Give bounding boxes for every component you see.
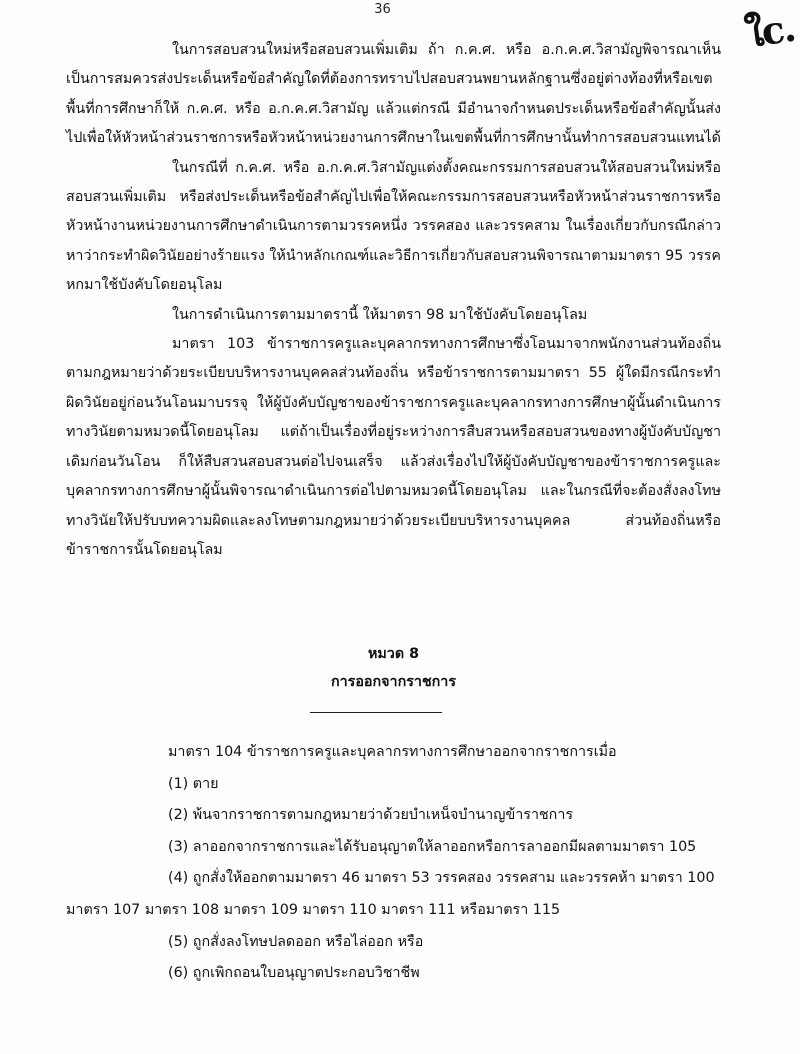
chapter-number: หมวด 8 <box>367 646 420 662</box>
section-104 <box>66 737 721 990</box>
section-104-intro: มาตรา 104 ข้าราชการครูและบุคลากรทางการศึกษาออกจากราชการเมื่อ <box>168 744 617 760</box>
title-divider <box>310 712 442 713</box>
paragraph-committee: ในกรณีที่ ก.ค.ศ. หรือ อ.ก.ค.ศ.วิสามัญแต่งตั้งคณะกรรมการสอบสวนให้สอบสวนใหม่หรือสอบสวนเพิ่มเติม หรือส่งประเด็นหรือข้อสำคัญไปเพื่อให้คณะกรรมการสอบสวนหรือหัวหน้าส่วนราชการหรือหัวหน้างานหน่วยงานการศึกษาดำเนินการตามวรรคหนึ่ง วรรคสอง และวรรคสาม ในเรื่องเกี่ยวกับกรณีกล่าวหาว่ากระทำผิดวินัยอย่างร้ายแรง ให้นำหลักเกณฑ์และวิธีการเกี่ยวกับสอบสวนพิจารณาตามมาตรา 95 วรรคหกมาใช้บังคับโดยอนุโลม <box>66 159 721 294</box>
list-item: (2) พ้นจากราชการตามกฎหมายว่าด้วยบำเหน็จบำนาญข้าราชการ <box>168 807 574 824</box>
page-number: 36 <box>374 2 391 17</box>
handwritten-mark: ใc. <box>742 4 797 57</box>
list-item: (1) ตาย <box>168 775 219 792</box>
list-item: (5) ถูกสั่งลงโทษปลดออก หรือไล่ออก หรือ <box>168 933 424 950</box>
body-text <box>66 36 721 565</box>
chapter-title: การออกจากราชการ <box>330 674 457 690</box>
list-item: (3) ลาออกจากราชการและได้รับอนุญาตให้ลาออกหรือการลาออกมีผลตามมาตรา 105 <box>168 838 697 855</box>
paragraph-reinvestigation: ในการสอบสวนใหม่หรือสอบสวนเพิ่มเติม ถ้า ก.ค.ศ. หรือ อ.ก.ค.ศ.วิสามัญพิจารณาเห็นเป็นการสมควรส่งประเด็นหรือข้อสำคัญใดที่ต้องการทราบไปสอบสวนพยานหลักฐานซึ่งอยู่ต่างท้องที่หรือเขตพื้นที่การศึกษาก็ให้ ก.ค.ศ. หรือ อ.ก.ค.ศ.วิสามัญ แล้วแต่กรณี มีอำนาจกำหนดประเด็นหรือข้อสำคัญนั้นส่งไปเพื่อให้หัวหน้าส่วนราชการหรือหัวหน้าหน่วยงานการศึกษาในเขตพื้นที่การศึกษานั้นทำการสอบสวนแทนได้ <box>66 42 721 147</box>
paragraph-section-103: มาตรา 103 ข้าราชการครูและบุคลากรทางการศึกษาซึ่งโอนมาจากพนักงานส่วนท้องถิ่นตามกฎหมายว่าด้วยระเบียบบริหารงานบุคคลส่วนท้องถิ่น หรือข้าราชการตามมาตรา 55 ผู้ใดมีกรณีกระทำผิดวินัยอยู่ก่อนวันโอนมาบรรจุ ให้ผู้บังคับบัญชาของข้าราชการครูและบุคลากรทางการศึกษาผู้นั้นดำเนินการทางวินัยตามหมวดนี้โดยอนุโลม แต่ถ้าเป็นเรื่องที่อยู่ระหว่างการสืบสวนหรือสอบสวนของทางผู้บังคับบัญชาเดิมก่อนวันโอน ก็ให้สืบสวนสอบสวนต่อไปจนเสร็จ แล้วส่งเรื่องไปให้ผู้บังคับบัญชาของข้าราชการครูและบุคลากรทางการศึกษาผู้นั้นพิจารณาดำเนินการต่อไปตามหมวดนี้โดยอนุโลม และในกรณีที่จะต้องสั่งลงโทษทางวินัยให้ปรับบทความผิดและลงโทษตามกฎหมายว่าด้วยระเบียบบริหารงานบุคคล ส่วนท้องถิ่นหรือข้าราชการนั้นโดยอนุโลม <box>66 336 721 558</box>
list-item: (6) ถูกเพิกถอนใบอนุญาตประกอบวิชาชีพ <box>168 965 420 982</box>
list-item: (4) ถูกสั่งให้ออกตามมาตรา 46 มาตรา 53 วรรคสอง วรรคสาม และวรรคห้า มาตรา 100 มาตรา 107 มาตรา 108 มาตรา 109 มาตรา 110 มาตรา 111 หรือมาตรา 115 <box>66 870 715 918</box>
paragraph-section-98: ในการดำเนินการตามมาตรานี้ ให้มาตรา 98 มาใช้บังคับโดยอนุโลม <box>172 306 588 323</box>
